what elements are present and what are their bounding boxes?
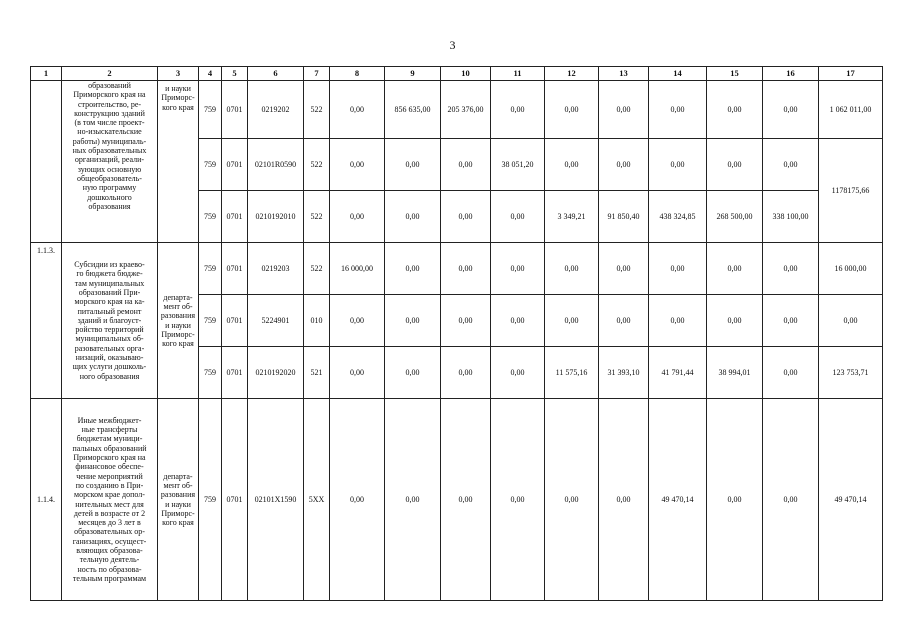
data-cell: 0,00: [385, 295, 441, 347]
data-cell: 0,00: [491, 347, 545, 399]
data-cell: 0,00: [763, 243, 819, 295]
data-cell: 0,00: [599, 81, 649, 139]
data-cell: 0,00: [649, 295, 707, 347]
column-header: 9: [385, 67, 441, 81]
data-cell: 010: [304, 295, 330, 347]
data-cell: 38 994,01: [707, 347, 763, 399]
data-cell: 522: [304, 139, 330, 191]
data-cell: 0,00: [649, 139, 707, 191]
data-cell: 0,00: [441, 295, 491, 347]
data-cell: 0,00: [441, 243, 491, 295]
data-cell: 0,00: [330, 347, 385, 399]
column-header: 5: [222, 67, 248, 81]
data-cell: 0,00: [707, 399, 763, 601]
data-cell: 0701: [222, 399, 248, 601]
column-header: 11: [491, 67, 545, 81]
row-number-cell: [31, 81, 62, 243]
data-cell: 0701: [222, 81, 248, 139]
column-header: 7: [304, 67, 330, 81]
data-cell: 16 000,00: [330, 243, 385, 295]
column-header: 17: [819, 67, 883, 81]
data-cell: 0701: [222, 139, 248, 191]
data-cell: 759: [199, 191, 222, 243]
data-cell: 11 575,16: [545, 347, 599, 399]
data-cell: 338 100,00: [763, 191, 819, 243]
data-cell: 0,00: [491, 399, 545, 601]
data-cell: 0,00: [763, 347, 819, 399]
row-number-cell: 1.1.4.: [31, 399, 62, 601]
executor-cell: департа- мент об- разования и науки Приморс- кого края: [158, 399, 199, 601]
data-cell: 3 349,21: [545, 191, 599, 243]
data-cell: 522: [304, 81, 330, 139]
total-cell: 1 062 011,00: [819, 81, 883, 139]
data-cell: 268 500,00: [707, 191, 763, 243]
data-cell: 759: [199, 243, 222, 295]
data-cell: 5224901: [248, 295, 304, 347]
data-cell: 0,00: [385, 191, 441, 243]
data-cell: 16 000,00: [819, 243, 883, 295]
data-cell: 0,00: [599, 295, 649, 347]
data-cell: 0,00: [545, 243, 599, 295]
column-header: 16: [763, 67, 819, 81]
column-header: 8: [330, 67, 385, 81]
data-cell: 0,00: [763, 399, 819, 601]
data-cell: 0701: [222, 347, 248, 399]
column-header: 4: [199, 67, 222, 81]
data-cell: 49 470,14: [649, 399, 707, 601]
description-cell: Субсидии из краево- го бюджета бюдже- там муниципальных образований При- морского края на ка- питальный ремонт зданий и благоуст- ройство территорий муниципальных об- разовательных орга- низаций, оказываю- щих услуги дошколь- ного образования: [62, 243, 158, 399]
data-cell: 02101X1590: [248, 399, 304, 601]
data-cell: 0,00: [819, 295, 883, 347]
data-cell: 522: [304, 243, 330, 295]
data-cell: 0,00: [707, 81, 763, 139]
data-cell: 0701: [222, 243, 248, 295]
data-cell: 0,00: [707, 243, 763, 295]
data-cell: 0,00: [385, 139, 441, 191]
data-cell: 0,00: [599, 139, 649, 191]
data-cell: 0,00: [491, 81, 545, 139]
column-header: 6: [248, 67, 304, 81]
data-cell: 41 791,44: [649, 347, 707, 399]
data-cell: 0,00: [441, 399, 491, 601]
data-cell: 0,00: [599, 399, 649, 601]
data-cell: 0,00: [385, 399, 441, 601]
data-cell: 0,00: [330, 399, 385, 601]
data-cell: 0,00: [763, 295, 819, 347]
data-cell: 0,00: [330, 139, 385, 191]
data-cell: 759: [199, 399, 222, 601]
data-cell: 0,00: [330, 81, 385, 139]
data-cell: 522: [304, 191, 330, 243]
data-cell: 5XX: [304, 399, 330, 601]
data-cell: 759: [199, 295, 222, 347]
data-cell: 49 470,14: [819, 399, 883, 601]
column-header: 3: [158, 67, 199, 81]
data-cell: 759: [199, 81, 222, 139]
budget-table: [30, 66, 883, 601]
data-cell: 0,00: [545, 399, 599, 601]
page-number: 3: [449, 38, 456, 52]
data-cell: 0,00: [763, 81, 819, 139]
column-header: 1: [31, 67, 62, 81]
column-header: 13: [599, 67, 649, 81]
data-cell: 0,00: [491, 243, 545, 295]
data-cell: 31 393,10: [599, 347, 649, 399]
data-cell: 0,00: [385, 243, 441, 295]
description-cell: Иные межбюджет- ные трансферты бюджетам муници- пальных образований Приморского края на финансовое обеспе- чение мероприятий по созданию в При- морском крае допол- нительных мест для детей в возрасте от 2 месяцев до 3 лет в образовательных ор- ганизациях, осущест- вляющих образова- тельную деятель- ность по образова- тельным программам: [62, 399, 158, 601]
data-cell: 759: [199, 139, 222, 191]
data-cell: 0,00: [491, 295, 545, 347]
table-row: [31, 399, 883, 601]
data-cell: 123 753,71: [819, 347, 883, 399]
data-cell: 0,00: [545, 81, 599, 139]
column-header: 10: [441, 67, 491, 81]
column-header: 12: [545, 67, 599, 81]
header-row: [31, 67, 883, 81]
data-cell: 0,00: [707, 295, 763, 347]
column-header: 14: [649, 67, 707, 81]
data-cell: 0,00: [649, 81, 707, 139]
executor-cell: департа- мент об- разования и науки Приморс- кого края: [158, 243, 199, 399]
table-row: [31, 81, 883, 139]
data-cell: 02101R0590: [248, 139, 304, 191]
data-cell: 0,00: [385, 347, 441, 399]
data-cell: 91 850,40: [599, 191, 649, 243]
data-cell: 0,00: [491, 191, 545, 243]
data-cell: 0,00: [441, 191, 491, 243]
data-cell: 0,00: [707, 139, 763, 191]
data-cell: 521: [304, 347, 330, 399]
data-cell: 38 051,20: [491, 139, 545, 191]
data-cell: 0,00: [545, 295, 599, 347]
data-cell: 0701: [222, 295, 248, 347]
data-cell: 0,00: [763, 139, 819, 191]
row-number-cell: 1.1.3.: [31, 243, 62, 399]
data-cell: 759: [199, 347, 222, 399]
data-cell: 0210192010: [248, 191, 304, 243]
data-cell: 0,00: [545, 139, 599, 191]
description-cell: образований Приморского края на строительство, ре- конструкцию зданий (в том числе проект- но-изыскательские работы) муниципаль- ных образовательных организаций, реали- зующих основную общеобразователь- ную программу дошкольного образования: [62, 81, 158, 243]
data-cell: 0701: [222, 191, 248, 243]
executor-cell: и науки Приморс- кого края: [158, 81, 199, 243]
total-cell: 1178175,66: [819, 139, 883, 243]
data-cell: 0219203: [248, 243, 304, 295]
data-cell: 0,00: [441, 139, 491, 191]
data-cell: 0,00: [441, 347, 491, 399]
column-header: 2: [62, 67, 158, 81]
data-cell: 856 635,00: [385, 81, 441, 139]
column-header: 15: [707, 67, 763, 81]
data-cell: 0,00: [330, 191, 385, 243]
data-cell: 438 324,85: [649, 191, 707, 243]
data-cell: 0219202: [248, 81, 304, 139]
data-cell: 0210192020: [248, 347, 304, 399]
table-row: [31, 243, 883, 295]
data-cell: 0,00: [330, 295, 385, 347]
data-cell: 0,00: [649, 243, 707, 295]
data-cell: 205 376,00: [441, 81, 491, 139]
data-cell: 0,00: [599, 243, 649, 295]
